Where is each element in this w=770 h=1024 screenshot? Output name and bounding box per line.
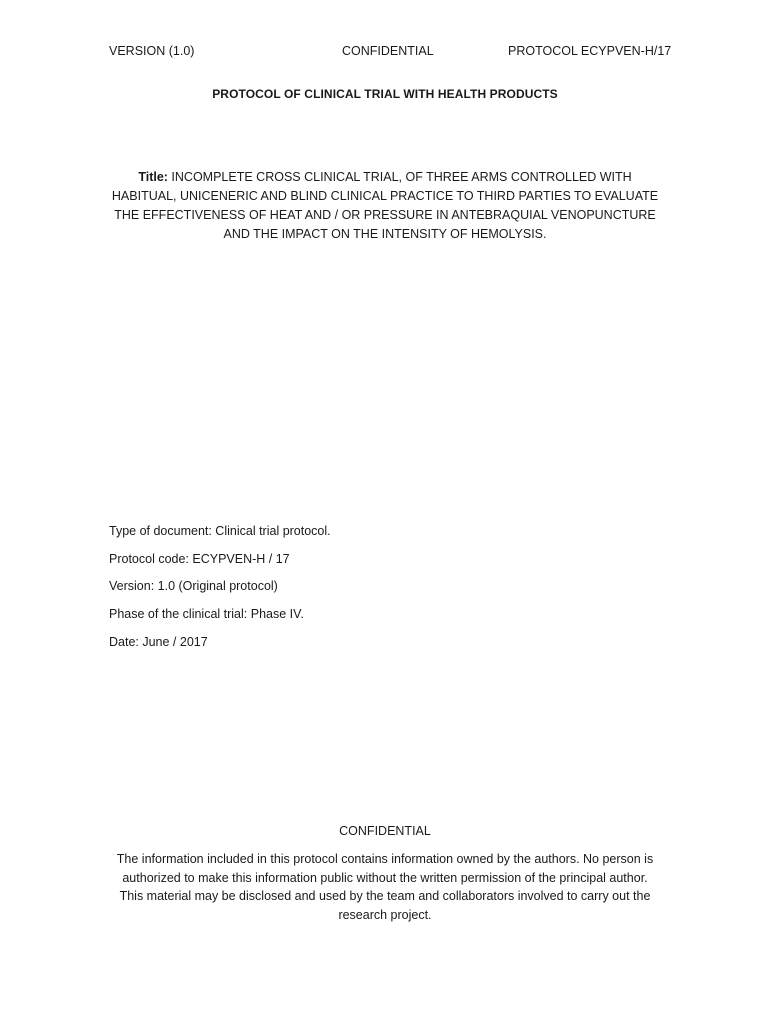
document-title: PROTOCOL OF CLINICAL TRIAL WITH HEALTH PRODUCTS [212,87,558,101]
meta-date: Date: June / 2017 [109,634,208,649]
header-confidential: CONFIDENTIAL [342,44,434,58]
trial-title-label: Title: [138,170,168,184]
header-version: VERSION (1.0) [109,44,195,58]
document-metadata [109,522,331,660]
header-protocol-code: PROTOCOL ECYPVEN-H/17 [508,44,672,58]
footer-confidentiality-notice: The information included in this protocol contains information owned by the authors. No person is authorized to make this information public without the written permission of the principal author. This material may be disclosed and used by the team and collaborators involved to carry out the research project. [116,852,654,922]
meta-document-type: Type of document: Clinical trial protocol. [109,524,331,538]
meta-protocol-code: Protocol code: ECYPVEN-H / 17 [109,551,290,566]
footer-confidential-heading: CONFIDENTIAL [339,824,431,838]
trial-title [110,168,660,244]
trial-title-text: INCOMPLETE CROSS CLINICAL TRIAL, OF THREE ARMS CONTROLLED WITH HABITUAL, UNICENERIC AND BLIND CLINICAL PRACTICE TO THIRD PARTIES TO EVALUATE THE EFFECTIVENESS OF HEAT AND / OR PRESSURE IN ANTEBRAQUIAL VENOPUNCTURE AND THE IMPACT ON THE INTENSITY OF HEMOLYSIS. [111,170,659,241]
page-header [0,44,770,62]
meta-version: Version: 1.0 (Original protocol) [109,579,278,594]
meta-phase: Phase of the clinical trial: Phase IV. [109,607,304,622]
